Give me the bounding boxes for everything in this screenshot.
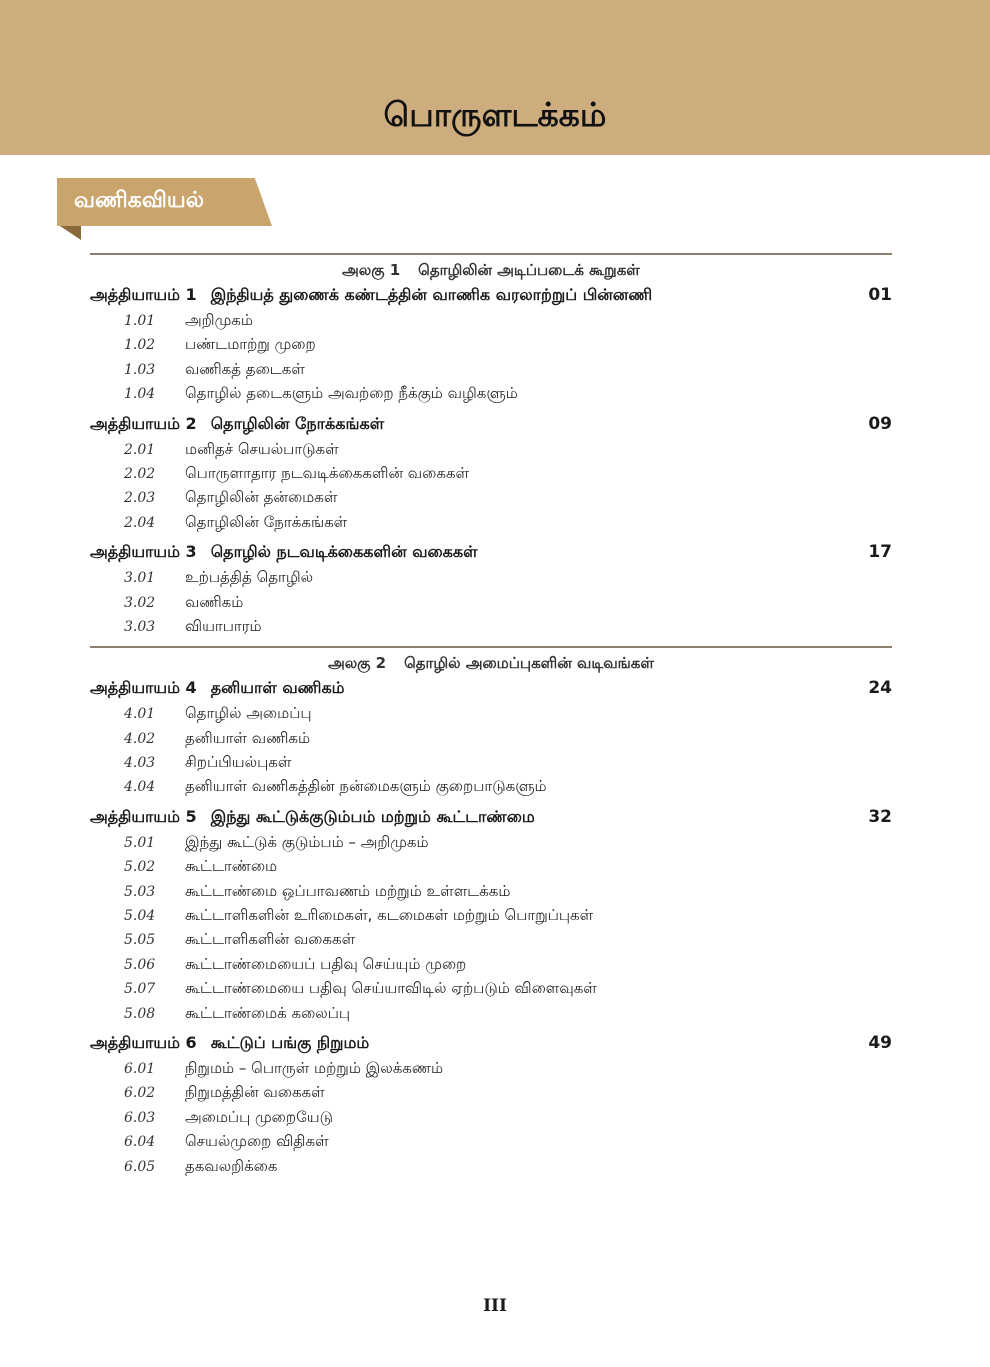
section-number: 6.05 <box>124 1158 156 1175</box>
section-number: 2.01 <box>124 441 156 458</box>
chapter-label: அத்தியாயம் 4 <box>90 678 197 698</box>
section-title: நிறுமம் – பொருள் மற்றும் இலக்கணம் <box>185 1058 444 1077</box>
section-row <box>90 753 892 777</box>
chapter-label: அத்தியாயம் 3 <box>90 542 197 562</box>
unit-number: அலகு 2 <box>328 654 387 673</box>
section-number: 1.03 <box>124 361 156 378</box>
unit-number: அலகு 1 <box>342 261 401 279</box>
unit-title: தொழிலின் அடிப்படைக் கூறுகள் <box>418 261 640 279</box>
chapter-label: அத்தியாயம் 2 <box>90 413 197 433</box>
page-title: பொருளடக்கம் <box>383 95 607 134</box>
section-number: 5.08 <box>124 1005 156 1022</box>
section-row <box>90 464 892 488</box>
section-title: தனியாள் வணிகம் <box>185 728 311 747</box>
section-title: தொழில் தடைகளும் அவற்றை நீக்கும் வழிகளும் <box>185 384 518 403</box>
section-title: அமைப்பு முறையேடு <box>185 1107 333 1126</box>
section-number: 2.03 <box>124 490 156 507</box>
chapter-title: இந்து கூட்டுக்குடும்பம் மற்றும் கூட்டாண்மை <box>210 806 535 826</box>
section-row <box>90 1083 892 1107</box>
section-row <box>90 1108 892 1132</box>
section-number: 3.01 <box>124 570 156 587</box>
section-row <box>90 513 892 537</box>
chapter-block <box>90 1033 892 1181</box>
section-row <box>90 1004 892 1028</box>
section-number: 4.02 <box>124 730 156 747</box>
chapter-page-number: 49 <box>868 1032 892 1053</box>
section-row <box>90 955 892 979</box>
section-title: கூட்டாண்மை ஒப்பாவணம் மற்றும் உள்ளடக்கம் <box>185 881 511 900</box>
chapter-block <box>90 285 892 409</box>
section-number: 4.01 <box>124 706 156 723</box>
chapter-block <box>90 807 892 1028</box>
subject-tab <box>57 178 272 242</box>
tab-fold <box>57 224 81 240</box>
chapter-title: தொழில் நடவடிக்கைகளின் வகைகள் <box>210 542 478 562</box>
page-number: III <box>483 1296 507 1316</box>
section-row <box>90 568 892 592</box>
section-title: பண்டமாற்று முறை <box>185 335 316 354</box>
section-row <box>90 906 892 930</box>
section-row <box>90 617 892 641</box>
section-number: 1.04 <box>124 386 156 403</box>
unit-heading <box>90 646 892 672</box>
section-number: 5.05 <box>124 932 156 949</box>
section-row <box>90 704 892 728</box>
section-title: கூட்டாண்மை <box>185 857 278 876</box>
chapter-row <box>90 678 892 704</box>
chapter-block <box>90 542 892 641</box>
section-row <box>90 384 892 408</box>
section-number: 2.02 <box>124 465 156 482</box>
section-title: கூட்டாண்மையைப் பதிவு செய்யும் முறை <box>185 954 467 973</box>
section-number: 3.03 <box>124 618 156 635</box>
section-row <box>90 311 892 335</box>
section-row <box>90 1132 892 1156</box>
section-row <box>90 777 892 801</box>
section-number: 1.01 <box>124 313 156 329</box>
chapter-block <box>90 414 892 538</box>
section-title: சிறப்பியல்புகள் <box>185 753 292 772</box>
chapter-page-number: 17 <box>868 542 892 563</box>
section-number: 4.03 <box>124 755 156 772</box>
section-title: வணிகம் <box>185 592 244 611</box>
section-row <box>90 360 892 384</box>
section-row <box>90 440 892 464</box>
section-title: தனியாள் வணிகத்தின் நன்மைகளும் குறைபாடுகளும் <box>185 777 547 796</box>
section-title: தொழிலின் தன்மைகள் <box>185 488 338 507</box>
chapter-block <box>90 678 892 802</box>
chapter-label: அத்தியாயம் 1 <box>90 285 197 304</box>
section-title: பொருளாதார நடவடிக்கைகளின் வகைகள் <box>185 463 470 482</box>
section-number: 5.07 <box>124 981 156 998</box>
section-row <box>90 833 892 857</box>
section-row <box>90 729 892 753</box>
section-title: மனிதச் செயல்பாடுகள் <box>185 439 339 458</box>
chapter-page-number: 09 <box>868 413 892 434</box>
chapter-page-number: 01 <box>868 285 892 305</box>
section-title: செயல்முறை விதிகள் <box>185 1132 329 1151</box>
chapter-row <box>90 285 892 311</box>
chapter-label: அத்தியாயம் 6 <box>90 1032 197 1052</box>
section-number: 5.06 <box>124 956 156 973</box>
section-number: 4.04 <box>124 779 156 796</box>
section-number: 5.04 <box>124 908 156 925</box>
section-row <box>90 1157 892 1181</box>
section-title: இந்து கூட்டுக் குடும்பம் – அறிமுகம் <box>185 832 429 851</box>
section-title: அறிமுகம் <box>185 311 253 329</box>
section-title: தகவலறிக்கை <box>185 1156 278 1175</box>
section-title: நிறுமத்தின் வகைகள் <box>185 1083 325 1102</box>
section-title: கூட்டாளிகளின் உரிமைகள், கடமைகள் மற்றும் பொறுப்புகள் <box>185 906 594 925</box>
section-row <box>90 979 892 1003</box>
section-number: 6.04 <box>124 1134 156 1151</box>
chapter-row <box>90 542 892 568</box>
section-number: 3.02 <box>124 594 156 611</box>
section-number: 5.03 <box>124 883 156 900</box>
section-title: கூட்டாளிகளின் வகைகள் <box>185 930 356 949</box>
chapter-title: இந்தியத் துணைக் கண்டத்தின் வாணிக வரலாற்றுப் பின்னணி <box>210 285 653 304</box>
chapter-page-number: 32 <box>868 806 892 827</box>
table-of-contents <box>90 253 892 1186</box>
section-number: 6.03 <box>124 1109 156 1126</box>
section-number: 2.04 <box>124 514 156 531</box>
section-title: வணிகத் தடைகள் <box>185 359 305 378</box>
section-title: கூட்டாண்மையை பதிவு செய்யாவிடில் ஏற்படும் விளைவுகள் <box>185 979 597 998</box>
section-row <box>90 857 892 881</box>
section-row <box>90 335 892 359</box>
section-row <box>90 593 892 617</box>
section-number: 5.01 <box>124 834 156 851</box>
chapter-page-number: 24 <box>868 678 892 699</box>
unit-title: தொழில் அமைப்புகளின் வடிவங்கள் <box>404 654 654 673</box>
section-title: வியாபாரம் <box>185 616 262 635</box>
section-number: 1.02 <box>124 337 156 354</box>
chapter-row <box>90 414 892 440</box>
section-title: கூட்டாண்மைக் கலைப்பு <box>185 1003 351 1022</box>
section-row <box>90 488 892 512</box>
chapter-title: கூட்டுப் பங்கு நிறுமம் <box>210 1032 370 1052</box>
section-number: 6.02 <box>124 1085 156 1102</box>
chapter-title: தொழிலின் நோக்கங்கள் <box>210 413 385 433</box>
section-title: தொழிலின் நோக்கங்கள் <box>185 512 348 531</box>
chapter-label: அத்தியாயம் 5 <box>90 806 197 826</box>
section-title: உற்பத்தித் தொழில் <box>185 568 314 587</box>
chapter-row <box>90 807 892 833</box>
section-number: 6.01 <box>124 1060 156 1077</box>
section-number: 5.02 <box>124 859 156 876</box>
section-row <box>90 882 892 906</box>
section-row <box>90 930 892 954</box>
chapter-title: தனியாள் வணிகம் <box>210 678 345 698</box>
section-title: தொழில் அமைப்பு <box>185 704 312 723</box>
unit-heading <box>90 253 892 279</box>
section-row <box>90 1059 892 1083</box>
chapter-row <box>90 1033 892 1059</box>
subject-tab-label: வணிகவியல் <box>74 188 205 213</box>
